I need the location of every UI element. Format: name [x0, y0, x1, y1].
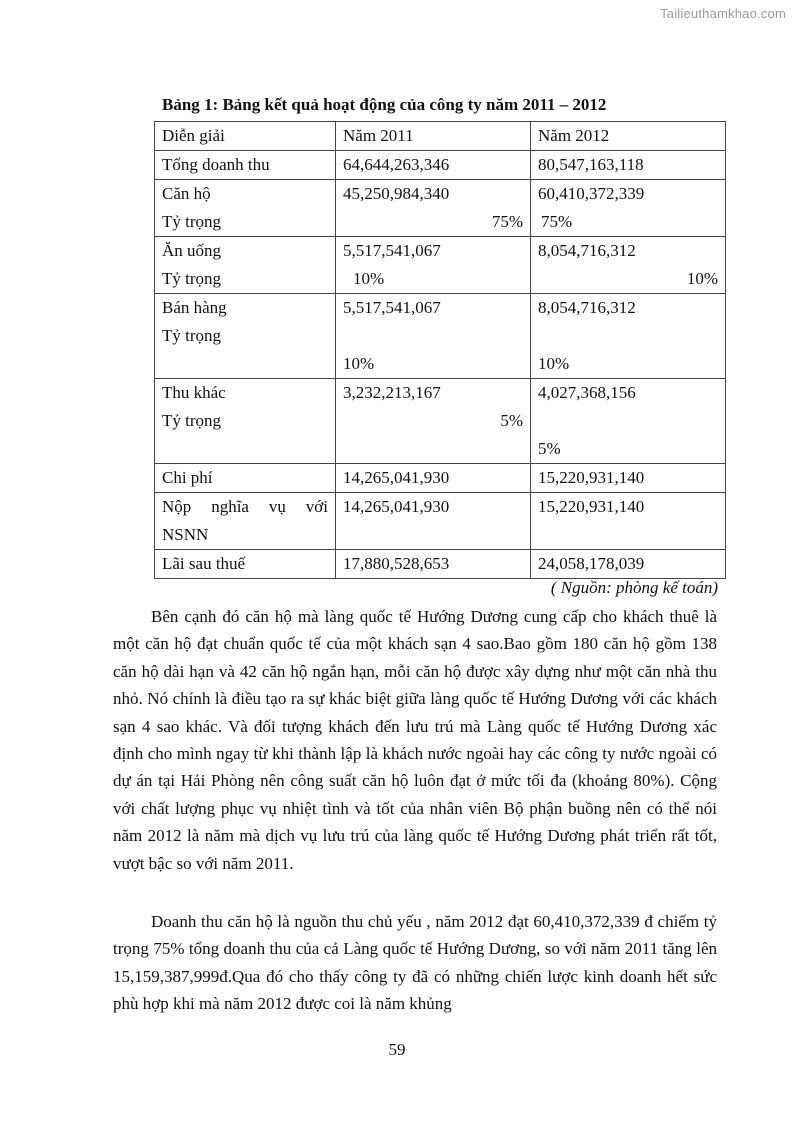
results-table: [154, 121, 726, 579]
row-label-cell: [155, 379, 336, 464]
row-label: Thu khác: [162, 383, 226, 402]
value-2012: 80,547,163,118: [531, 151, 726, 180]
table-row: [155, 294, 726, 379]
spacer: [162, 350, 328, 378]
value-2012: 4,027,368,156: [538, 383, 636, 402]
value-2012: 8,054,716,312: [538, 298, 636, 317]
value-2012: 15,220,931,140: [531, 493, 726, 550]
value-2011-cell: [336, 180, 531, 237]
value-2011: 64,644,263,346: [336, 151, 531, 180]
table-row: [155, 493, 726, 550]
value-2012: 60,410,372,339: [538, 184, 645, 203]
value-2012: 24,058,178,039: [531, 550, 726, 579]
table-header-row: [155, 122, 726, 151]
header-cell: Năm 2012: [531, 122, 726, 151]
share-2011: 5%: [500, 411, 523, 430]
value-2011: 3,232,213,167: [343, 383, 441, 402]
row-label-continued: NSNN: [162, 525, 209, 544]
value-2011-cell: [336, 379, 531, 464]
share-2012: 75%: [541, 212, 573, 231]
header-cell: Diễn giải: [155, 122, 336, 151]
value-2012: 8,054,716,312: [538, 241, 636, 260]
share-2012: 5%: [538, 439, 561, 458]
value-2011: 5,517,541,067: [343, 241, 441, 260]
share-2011: 10%: [343, 354, 375, 373]
table-row: [155, 550, 726, 579]
value-2012-cell: [531, 237, 726, 294]
share-2011: 75%: [491, 212, 523, 231]
value-2012-cell: [531, 379, 726, 464]
row-label-cell: [155, 180, 336, 237]
row-sublabel: Tỷ trọng: [162, 326, 222, 345]
row-label: Bán hàng: [162, 298, 227, 317]
row-sublabel: Tỷ trọng: [162, 212, 222, 231]
paragraph-text: Doanh thu căn hộ là nguồn thu chủ yếu , năm 2012 đạt 60,410,372,339 đ chiếm tỷ trọng 75% tổng doanh thu của cả Làng quốc tế Hướng Dương, so với năm 2011 tăng lên 15,159,387,999đ.Qua đó cho thấy công ty đã có những chiến lược kinh doanh hết sức phù hợp khi mà năm 2012 được coi là năm khủng: [113, 912, 717, 1014]
table-row: [155, 237, 726, 294]
paragraph-text: Bên cạnh đó căn hộ mà làng quốc tế Hướng Dương cung cấp cho khách thuê là một căn hộ đạt chuẩn quốc tế của một khách sạn 4 sao.Bao gồm 180 căn hộ gồm 138 căn hộ dài hạn và 42 căn hộ ngắn hạn, mỗi căn hộ được xây dựng như một căn nhà thu nhỏ. Nó chính là điều tạo ra sự khác biệt giữa làng quốc tế Hướng Dương với các khách sạn 4 sao khác. Và đối tượng khách đến lưu trú mà Làng quốc tế Hướng Dương xác định cho mình ngay từ khi thành lập là khách nước ngoài hay các công ty nước ngoài có dự án tại Hải Phòng nên công suất căn hộ luôn đạt ở mức tối đa (khoảng 80%). Cộng với chất lượng phục vụ nhiệt tình và tốt của nhân viên Bộ phận buồng nên có thể nói năm 2012 là năm mà dịch vụ lưu trú của làng quốc tế Hướng Dương phát triển rất tốt, vượt bậc so với năm 2011.: [113, 607, 717, 873]
paragraph: [113, 908, 717, 1018]
table-row: [155, 379, 726, 464]
row-label: Căn hộ: [162, 184, 211, 203]
row-label-cell: [155, 237, 336, 294]
share-2012: 10%: [686, 269, 718, 288]
row-label: Chi phí: [155, 464, 336, 493]
row-label: Tổng doanh thu: [155, 151, 336, 180]
value-2012-cell: [531, 180, 726, 237]
header-cell: Năm 2011: [336, 122, 531, 151]
row-sublabel: Tỷ trọng: [162, 269, 222, 288]
row-label-cell: [155, 294, 336, 379]
spacer: [343, 435, 523, 463]
table-row: [155, 151, 726, 180]
value-2012-cell: [531, 294, 726, 379]
value-2012: 15,220,931,140: [531, 464, 726, 493]
value-2011: 5,517,541,067: [343, 298, 441, 317]
row-label: Nộp nghĩa vụ với: [162, 497, 328, 516]
spacer: [162, 435, 328, 463]
value-2011: 45,250,984,340: [343, 184, 450, 203]
value-2011: 17,880,528,653: [336, 550, 531, 579]
spacer: [538, 407, 718, 435]
row-label: Ăn uống: [162, 241, 222, 260]
spacer: [343, 322, 523, 350]
value-2011-cell: [336, 294, 531, 379]
share-2012: 10%: [538, 354, 570, 373]
paragraph: [113, 603, 717, 877]
row-sublabel: Tỷ trọng: [162, 411, 222, 430]
row-label-cell: [155, 493, 336, 550]
value-2011: 14,265,041,930: [336, 493, 531, 550]
table-title: Bảng 1: Bảng kết quả hoạt động của công ty năm 2011 – 2012: [162, 95, 607, 114]
table-row: [155, 180, 726, 237]
row-label: Lãi sau thuế: [155, 550, 336, 579]
watermark: Tailieuthamkhao.com: [660, 6, 786, 21]
table-source: ( Nguồn: phòng kế toán): [550, 578, 718, 597]
share-2011: 10%: [353, 269, 385, 288]
value-2011: 14,265,041,930: [336, 464, 531, 493]
value-2011-cell: [336, 237, 531, 294]
table-row: [155, 464, 726, 493]
page-number: 59: [388, 1040, 406, 1059]
spacer: [538, 322, 718, 350]
